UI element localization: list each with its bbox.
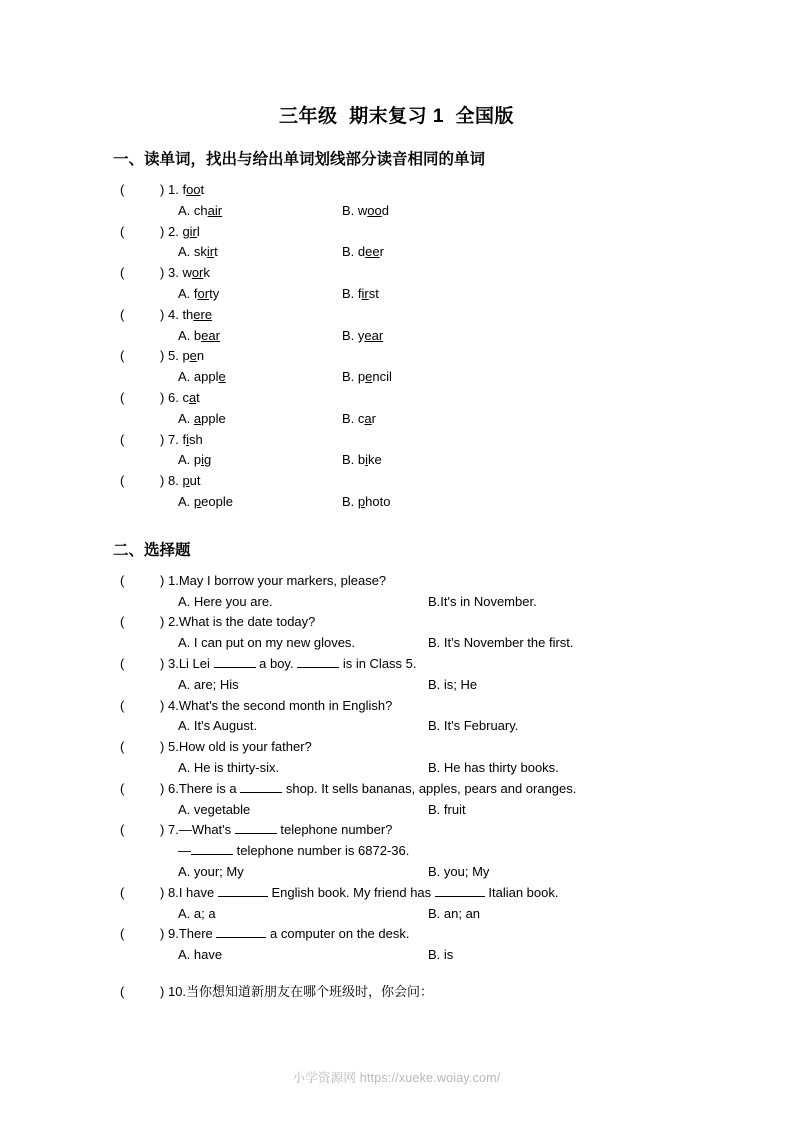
option-b[interactable] <box>342 450 382 471</box>
stem-part-3: is in Class 5. <box>339 655 417 671</box>
option-b-pre: B. c <box>342 410 365 426</box>
option-b[interactable] <box>342 367 392 388</box>
option-b-pre: B. p <box>342 369 366 385</box>
option-a[interactable] <box>178 201 342 222</box>
section-2-question-list <box>0 562 793 1003</box>
stem-pre: f <box>182 182 187 197</box>
option-b-underlined: ir <box>361 285 369 301</box>
option-b[interactable] <box>342 284 379 305</box>
fill-in-blank[interactable] <box>216 925 266 938</box>
option-a[interactable]: A. a; a <box>178 905 216 921</box>
stem-post: l <box>196 223 200 239</box>
question-item <box>0 180 793 222</box>
question-item <box>0 388 793 430</box>
stem-text: How old is your father? <box>178 739 312 755</box>
option-a[interactable]: A. It's August. <box>178 718 258 734</box>
question-stem <box>0 430 793 451</box>
answer-bracket-open[interactable]: ( <box>120 223 125 239</box>
answer-bracket-open[interactable]: ( <box>120 306 125 322</box>
stem-post: ut <box>189 473 201 489</box>
option-a[interactable] <box>178 367 342 388</box>
answer-bracket-close: ) <box>160 182 165 197</box>
answer-bracket-open[interactable]: ( <box>120 473 125 489</box>
question-number: 6. <box>167 389 179 405</box>
stem-part-2: shop. It sells bananas, apples, pears and oranges. <box>282 780 577 796</box>
option-b[interactable] <box>342 326 383 347</box>
section-2-heading: 二、选择题 <box>113 541 191 559</box>
question-number: 6. <box>167 780 179 796</box>
answer-bracket-close: ) <box>160 306 165 322</box>
stem-underlined: ir <box>189 223 197 239</box>
question-item <box>0 696 793 738</box>
answer-bracket-close: ) <box>160 822 165 838</box>
stem-part-2: telephone number? <box>276 822 393 838</box>
stem-underlined: p <box>182 473 190 489</box>
option-b-pre: B. f <box>342 285 362 301</box>
answer-bracket-close: ) <box>160 431 165 447</box>
option-b-pre: B. b <box>342 452 366 468</box>
stem-underlined: i <box>186 431 189 447</box>
option-b-pre: B. w <box>342 202 368 218</box>
question-number: 3. <box>167 655 179 671</box>
question-options <box>0 800 793 821</box>
answer-bracket-close: ) <box>160 265 165 281</box>
question-number: 1. <box>167 182 179 197</box>
question-options <box>0 592 793 613</box>
option-b-post: r <box>379 244 384 260</box>
option-a-underlined: or <box>197 285 210 301</box>
option-b[interactable]: B. is <box>428 947 454 963</box>
option-b-underlined: e <box>365 369 373 385</box>
stem-pre: w <box>182 265 192 281</box>
stem-underlined: a <box>188 389 197 405</box>
option-a[interactable] <box>178 326 342 347</box>
option-b-pre: B. d <box>342 244 366 260</box>
stem-part-2: English book. My friend has <box>267 884 435 900</box>
option-b-underlined: a <box>364 410 372 426</box>
fill-in-blank[interactable] <box>218 884 268 897</box>
option-b[interactable]: B.It's in November. <box>428 593 537 609</box>
option-b[interactable] <box>342 492 390 513</box>
question-number: 1. <box>167 572 179 588</box>
stem-part-1: There <box>178 926 217 942</box>
stem-pre: th <box>182 306 194 322</box>
question-number: 2. <box>167 614 179 630</box>
subline-part-2: telephone number is 6872-36. <box>233 843 410 859</box>
stem-part-2: a computer on the desk. <box>266 926 410 942</box>
option-b-post: ke <box>368 452 382 468</box>
question-number: 3. <box>167 265 179 281</box>
question-options <box>0 326 793 347</box>
option-a[interactable]: A. your; My <box>178 863 244 879</box>
question-options <box>0 409 793 430</box>
answer-bracket-close: ) <box>160 926 165 942</box>
question-options <box>0 716 793 737</box>
question-stem <box>0 779 793 800</box>
option-a[interactable]: A. vegetable <box>178 801 251 817</box>
answer-bracket-close: ) <box>160 223 165 239</box>
question-options <box>0 758 793 779</box>
footer-watermark: 小学资源网 https://xueke.woiay.com/ <box>292 1071 501 1085</box>
question-number: 8. <box>167 884 179 900</box>
fill-in-blank[interactable] <box>240 780 282 793</box>
question-item <box>0 346 793 388</box>
answer-bracket-close: ) <box>160 348 165 364</box>
option-a-post: pple <box>201 410 226 426</box>
option-a-underlined: e <box>218 369 226 385</box>
option-a-post: eople <box>201 493 233 509</box>
question-item <box>0 471 793 513</box>
stem-part-3: Italian book. <box>484 884 559 900</box>
stem-post: t <box>196 389 200 405</box>
option-a-pre: A. ch <box>178 202 208 218</box>
answer-bracket-open[interactable]: ( <box>120 655 125 671</box>
answer-bracket-open[interactable]: ( <box>120 348 125 364</box>
answer-bracket-close: ) <box>160 389 165 405</box>
fill-in-blank[interactable] <box>235 821 277 834</box>
stem-pre: c <box>182 389 189 405</box>
answer-bracket-close: ) <box>160 780 165 796</box>
answer-bracket-open[interactable]: ( <box>120 697 125 713</box>
answer-bracket-open[interactable]: ( <box>120 926 125 942</box>
question-number: 10. <box>167 983 187 999</box>
fill-in-blank[interactable] <box>214 655 256 668</box>
question-number: 5. <box>167 739 179 755</box>
stem-underlined: ere <box>193 306 213 322</box>
option-a-pre: A. sk <box>178 244 207 260</box>
option-a-pre: A. <box>178 493 194 509</box>
question-number: 7. <box>167 822 179 838</box>
option-b-post: r <box>371 410 376 426</box>
option-b[interactable]: B. He has thirty books. <box>428 759 559 775</box>
question-options <box>0 945 793 966</box>
question-item <box>0 222 793 264</box>
question-stem <box>0 346 793 367</box>
answer-bracket-close: ) <box>160 739 165 755</box>
section-1-question-list <box>0 171 793 513</box>
question-stem <box>0 612 793 633</box>
question-stem <box>0 924 793 945</box>
question-stem <box>0 982 793 1003</box>
fill-in-blank[interactable] <box>435 884 485 897</box>
question-options <box>0 284 793 305</box>
option-a[interactable]: A. He is thirty-six. <box>178 759 280 775</box>
option-b[interactable]: B. you; My <box>428 863 490 879</box>
option-a[interactable]: A. I can put on my new gloves. <box>178 635 356 651</box>
option-b-underlined: oo <box>367 202 382 218</box>
option-b-underlined: p <box>357 493 366 509</box>
option-a[interactable]: A. have <box>178 947 223 963</box>
answer-bracket-close: ) <box>160 983 165 999</box>
option-b[interactable]: B. fruit <box>428 801 466 817</box>
question-item <box>0 654 793 696</box>
option-a-underlined: i <box>201 452 205 468</box>
question-number: 8. <box>167 473 179 489</box>
stem-text: What's the second month in English? <box>178 697 393 713</box>
question-number: 7. <box>167 431 179 447</box>
option-b[interactable]: B. It's February. <box>428 718 519 734</box>
stem-underlined: oo <box>186 182 201 197</box>
question-number: 2. <box>167 223 179 239</box>
question-stem <box>0 388 793 409</box>
option-b[interactable] <box>342 242 384 263</box>
question-item <box>0 820 793 882</box>
question-item <box>0 612 793 654</box>
option-a-underlined: air <box>207 202 223 218</box>
option-a-pre: A. b <box>178 327 202 343</box>
question-stem <box>0 571 793 592</box>
question-stem <box>0 180 793 201</box>
question-options <box>0 367 793 388</box>
option-b-underlined: ear <box>364 327 384 343</box>
option-a-pre: A. p <box>178 452 202 468</box>
option-a-post: g <box>204 452 212 468</box>
answer-bracket-close: ) <box>160 884 165 900</box>
question-stem <box>0 222 793 243</box>
option-b-post: hoto <box>365 493 391 509</box>
answer-bracket-open[interactable]: ( <box>120 572 125 588</box>
question-item <box>0 305 793 347</box>
question-options <box>0 633 793 654</box>
option-b[interactable]: B. is; He <box>428 676 478 692</box>
question-number: 4. <box>167 697 179 713</box>
question-stem-continuation <box>0 841 793 862</box>
answer-bracket-close: ) <box>160 697 165 713</box>
stem-underlined: e <box>189 348 197 364</box>
option-a-underlined: a <box>193 410 202 426</box>
question-stem <box>0 737 793 758</box>
option-b-post: d <box>381 202 389 218</box>
stem-part-1: Li Lei <box>178 655 214 671</box>
option-a[interactable] <box>178 492 342 513</box>
page-title: 三年级 期末复习 1 全国版 <box>279 106 514 127</box>
stem-underlined: or <box>191 265 204 281</box>
answer-bracket-close: ) <box>160 614 165 630</box>
option-a[interactable] <box>178 284 342 305</box>
stem-part-1: I have <box>178 884 218 900</box>
option-a-pre: A. appl <box>178 369 219 385</box>
question-item <box>0 571 793 613</box>
option-a-post: ty <box>209 285 220 301</box>
stem-part-1: There is a <box>178 780 241 796</box>
answer-bracket-open[interactable]: ( <box>120 780 125 796</box>
question-item <box>0 883 793 925</box>
stem-text: What is the date today? <box>178 614 316 630</box>
answer-bracket-open[interactable]: ( <box>120 739 125 755</box>
option-b-underlined: ee <box>365 244 380 260</box>
option-a[interactable] <box>178 450 342 471</box>
option-a-underlined: ear <box>201 327 220 343</box>
answer-bracket-open[interactable]: ( <box>120 614 125 630</box>
question-stem <box>0 471 793 492</box>
answer-bracket-open[interactable]: ( <box>120 265 125 281</box>
option-a-pre: A. f <box>178 285 198 301</box>
question-item <box>0 966 793 1003</box>
option-b-underlined: i <box>365 452 369 468</box>
option-a[interactable] <box>178 409 342 430</box>
question-options <box>0 675 793 696</box>
question-options <box>0 450 793 471</box>
answer-bracket-open[interactable]: ( <box>120 389 125 405</box>
section-1-heading: 一、读单词，找出与给出单词划线部分读音相同的单词 <box>113 151 486 168</box>
question-item <box>0 737 793 779</box>
option-b[interactable] <box>342 409 376 430</box>
question-stem <box>0 305 793 326</box>
option-b[interactable]: B. an; an <box>428 905 481 921</box>
question-item <box>0 924 793 966</box>
question-options <box>0 904 793 925</box>
option-a-post: t <box>214 244 218 260</box>
stem-post: n <box>196 348 205 364</box>
option-b-post: st <box>368 285 379 301</box>
option-a[interactable]: A. are; His <box>178 676 239 692</box>
stem-part-2: a boy. <box>255 655 298 671</box>
stem-text: 当你想知道新朋友在哪个班级时，你会问： <box>186 983 434 999</box>
section-multiple-choice <box>0 513 793 1003</box>
question-options <box>0 242 793 263</box>
question-options <box>0 862 793 883</box>
stem-pre: p <box>182 348 190 364</box>
stem-post: sh <box>188 431 203 447</box>
question-stem <box>0 820 793 841</box>
question-number: 5. <box>167 348 179 364</box>
fill-in-blank[interactable] <box>297 655 339 668</box>
question-item <box>0 263 793 305</box>
option-a[interactable]: A. Here you are. <box>178 593 273 609</box>
answer-bracket-open[interactable]: ( <box>120 884 125 900</box>
answer-bracket-open[interactable]: ( <box>120 822 125 838</box>
stem-text: May I borrow your markers, please? <box>178 572 387 588</box>
answer-bracket-open[interactable]: ( <box>120 983 125 999</box>
option-b[interactable] <box>342 201 389 222</box>
option-b-post: ncil <box>372 369 392 385</box>
subline-part-1: — <box>178 843 191 859</box>
option-a-underlined: p <box>193 493 202 509</box>
question-item <box>0 779 793 821</box>
answer-bracket-close: ) <box>160 473 165 489</box>
stem-part-1: —What's <box>178 822 235 838</box>
option-b-pre: B. y <box>342 327 365 343</box>
option-a[interactable] <box>178 242 342 263</box>
question-item <box>0 430 793 472</box>
option-a-pre: A. <box>178 410 194 426</box>
answer-bracket-close: ) <box>160 655 165 671</box>
answer-bracket-open[interactable]: ( <box>120 182 125 197</box>
question-options <box>0 201 793 222</box>
stem-pre: f <box>182 431 187 447</box>
answer-bracket-close: ) <box>160 572 165 588</box>
section-phonics <box>0 129 793 513</box>
stem-pre: g <box>182 223 190 239</box>
option-b-pre: B. <box>342 493 358 509</box>
fill-in-blank[interactable] <box>191 842 233 855</box>
question-stem <box>0 696 793 717</box>
question-stem <box>0 883 793 904</box>
question-number: 4. <box>167 306 179 322</box>
stem-post: k <box>203 265 210 281</box>
question-number: 9. <box>167 926 179 942</box>
stem-post: t <box>200 182 205 197</box>
option-a-underlined: ir <box>206 244 215 260</box>
answer-bracket-open[interactable]: ( <box>120 431 125 447</box>
question-stem <box>0 263 793 284</box>
question-options <box>0 492 793 513</box>
option-b[interactable]: B. It's November the first. <box>428 635 574 651</box>
question-stem <box>0 654 793 675</box>
